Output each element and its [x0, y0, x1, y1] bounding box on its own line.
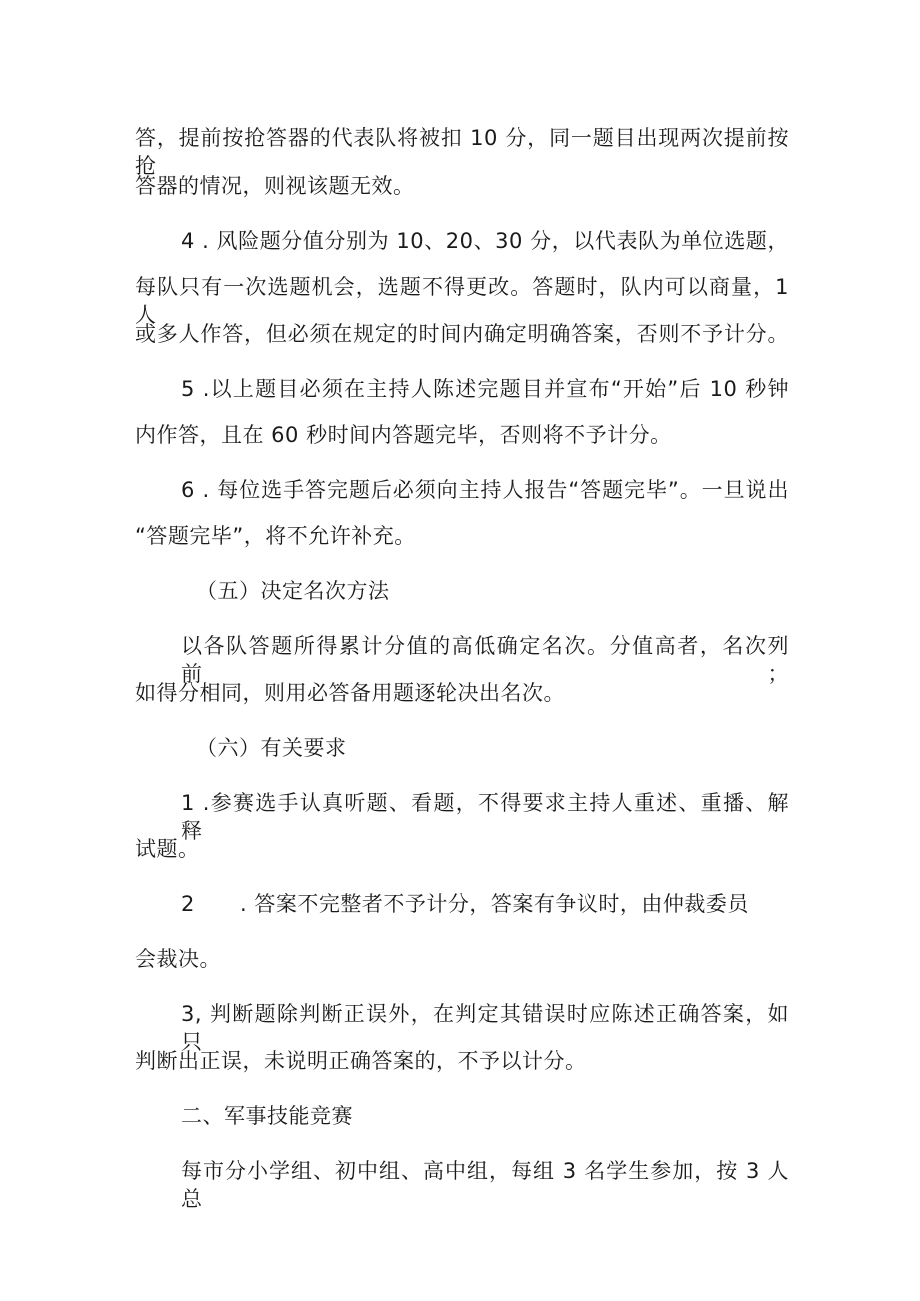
text-line: 每市分小学组、初中组、高中组，每组 3 名学生参加，按 3 人总: [181, 1159, 789, 1211]
text-line: 内作答，且在 60 秒时间内答题完毕，否则将不予计分。: [135, 423, 672, 447]
text-line: 判断出正误，未说明正确答案的，不予以计分。: [135, 1049, 587, 1073]
text-line: 会裁决。: [135, 947, 221, 971]
text-line: 5 .以上题目必须在主持人陈述完题目并宣布“开始”后 10 秒钟: [181, 377, 789, 401]
text-line: 3, 判断题除判断正误外，在判定其错误时应陈述正确答案，如只: [181, 1002, 789, 1054]
list-number: 2: [181, 892, 195, 916]
text-line: 以各队答题所得累计分值的高低确定名次。分值高者，名次列前；: [181, 634, 789, 686]
text-line: 答器的情况，则视该题无效。: [135, 174, 415, 198]
text-line: 答，提前按抢答器的代表队将被扣 10 分，同一题目出现两次提前按抢: [135, 126, 789, 178]
text-line: 如得分相同，则用必答备用题逐轮决出名次。: [135, 681, 565, 705]
text-line: 每队只有一次选题机会，选题不得更改。答题时，队内可以商量，1 人: [135, 275, 789, 327]
section-heading: （六）有关要求: [196, 736, 347, 760]
text-line: 试题。: [135, 837, 200, 861]
section-heading: 二、军事技能竞赛: [181, 1104, 353, 1128]
text-line: “答题完毕”，将不允许补充。: [135, 524, 416, 548]
section-heading: （五）决定名次方法: [196, 579, 390, 603]
text-line: 6 . 每位选手答完题后必须向主持人报告“答题完毕”。一旦说出: [181, 478, 789, 502]
text-line: . 答案不完整者不予计分，答案有争议时，由仲裁委员: [240, 892, 749, 916]
text-line: 4 . 风险题分值分别为 10、20、30 分，以代表队为单位选题，: [181, 229, 789, 253]
text-line: 或多人作答，但必须在规定的时间内确定明确答案，否则不予计分。: [135, 322, 789, 346]
text-line: 1 .参赛选手认真听题、看题，不得要求主持人重述、重播、解释: [181, 791, 789, 843]
